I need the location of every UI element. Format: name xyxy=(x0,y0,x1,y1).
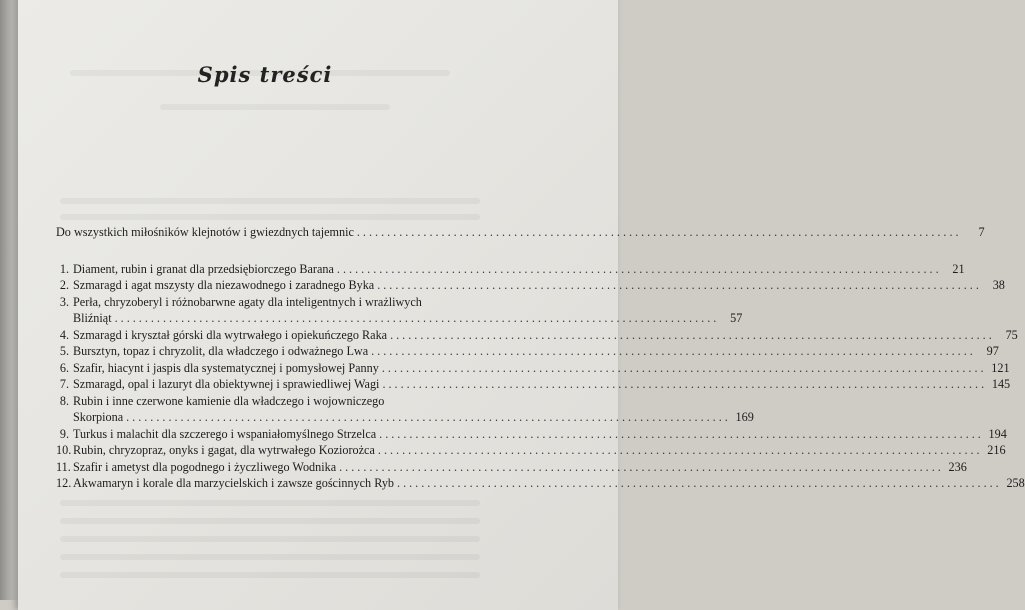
toc-entry xyxy=(56,294,488,311)
toc-page-number: 97 xyxy=(986,344,999,358)
dot-leader xyxy=(379,426,984,443)
toc-page-number: 21 xyxy=(952,261,965,276)
toc-page-number: 216 xyxy=(987,443,1006,457)
toc-page-number: 236 xyxy=(948,459,967,474)
toc-entry-number: 11. xyxy=(56,459,71,474)
toc-entry-number: 10. xyxy=(56,443,72,457)
dot-leader xyxy=(371,343,976,360)
dot-leader xyxy=(382,360,987,377)
toc-entry-text: Diament, rubin i granat dla przedsiębiorczego Barana xyxy=(73,261,334,276)
toc-page-number: 145 xyxy=(991,377,1011,391)
toc-entry-number: 6. xyxy=(59,360,69,375)
toc-page-number: 169 xyxy=(735,410,754,424)
toc-entry-text: Do wszystkich miłośników klejnotów i gwiezdnych tajemnic xyxy=(56,225,354,239)
toc-entry xyxy=(56,360,1010,377)
toc-page-number: 38 xyxy=(992,278,1005,292)
toc-entry-number: 2. xyxy=(59,278,69,292)
dot-leader xyxy=(126,409,731,426)
toc-page-number: 258 xyxy=(1006,476,1025,490)
dot-leader xyxy=(357,224,962,241)
toc-entry-text: Perła, chryzoberyl i różnobarwne agaty dla inteligentnych i wrażliwych xyxy=(73,294,422,309)
toc-entry-text: Szmaragd i kryształ górski dla wytrwałego i opiekuńczego Raka xyxy=(73,327,388,342)
toc-entry-continuation xyxy=(56,310,743,327)
toc-entry xyxy=(56,277,1005,294)
toc-entry xyxy=(56,327,1018,344)
toc-entry xyxy=(56,376,1011,393)
book-spine-shadow xyxy=(0,0,20,600)
dot-leader xyxy=(377,277,982,294)
dot-leader xyxy=(378,442,983,459)
toc-entry-number: 4. xyxy=(59,327,69,342)
dot-leader xyxy=(390,327,995,344)
toc-entry xyxy=(56,475,1025,492)
toc-page-number: 57 xyxy=(730,311,743,325)
toc-entry-text: Szafir, hiacynt i jaspis dla systematycznej i pomysłowej Panny xyxy=(73,360,379,375)
toc-entry-number: 1. xyxy=(59,261,69,276)
toc-entry xyxy=(56,261,965,278)
toc-entry xyxy=(56,426,1007,443)
toc-entry-continuation xyxy=(56,409,754,426)
toc-entry-text: Bliźniąt xyxy=(73,311,112,325)
toc-entry-text: Akwamaryn i korale dla marzycielskich i zawsze gościnnych Ryb xyxy=(73,476,395,490)
toc-page-number: 194 xyxy=(988,426,1007,441)
dot-leader xyxy=(382,376,987,393)
toc-entry-text: Szmaragd i agat mszysty dla niezawodnego i zaradnego Byka xyxy=(73,278,375,292)
toc-page-number: 121 xyxy=(991,360,1010,375)
toc-entry-text: Szmaragd, opal i lazuryt dla obiektywnej i sprawiedliwej Wagi xyxy=(73,377,380,391)
toc-entry-text: Rubin, chryzopraz, onyks i gagat, dla wytrwałego Koziorożca xyxy=(73,443,375,457)
toc-entry-number: 7. xyxy=(59,377,69,391)
toc-page-number: 7 xyxy=(978,225,985,239)
toc-entry-number: 3. xyxy=(59,294,69,309)
dot-leader xyxy=(397,475,1002,492)
toc-intro-entry xyxy=(56,224,985,241)
toc-entry-number: 12. xyxy=(56,476,72,490)
toc-entry-number: 5. xyxy=(59,344,69,358)
toc-entry-text: Turkus i malachit dla szczerego i wspaniałomyślnego Strzelca xyxy=(73,426,377,441)
toc-entry xyxy=(56,393,488,410)
dot-leader xyxy=(115,310,720,327)
toc-entry-text: Bursztyn, topaz i chryzolit, dla władczego i odważnego Lwa xyxy=(73,344,369,358)
toc-entry-text: Szafir i ametyst dla pogodnego i życzliwego Wodnika xyxy=(73,459,337,474)
dot-leader xyxy=(337,261,942,278)
table-of-contents xyxy=(56,224,1025,492)
toc-entry-text: Skorpiona xyxy=(73,410,124,424)
toc-entry-number: 8. xyxy=(59,393,69,408)
toc-entry-text: Rubin i inne czerwone kamienie dla władczego i wojowniczego xyxy=(73,393,385,408)
toc-entry xyxy=(56,459,967,476)
toc-entry xyxy=(56,343,999,360)
toc-entry xyxy=(56,442,1006,459)
toc-entry-number: 9. xyxy=(59,426,69,441)
toc-page-number: 75 xyxy=(1005,327,1018,342)
dot-leader xyxy=(339,459,944,476)
page-title: Spis treści xyxy=(197,62,333,87)
toc-entry-list xyxy=(56,261,1025,492)
